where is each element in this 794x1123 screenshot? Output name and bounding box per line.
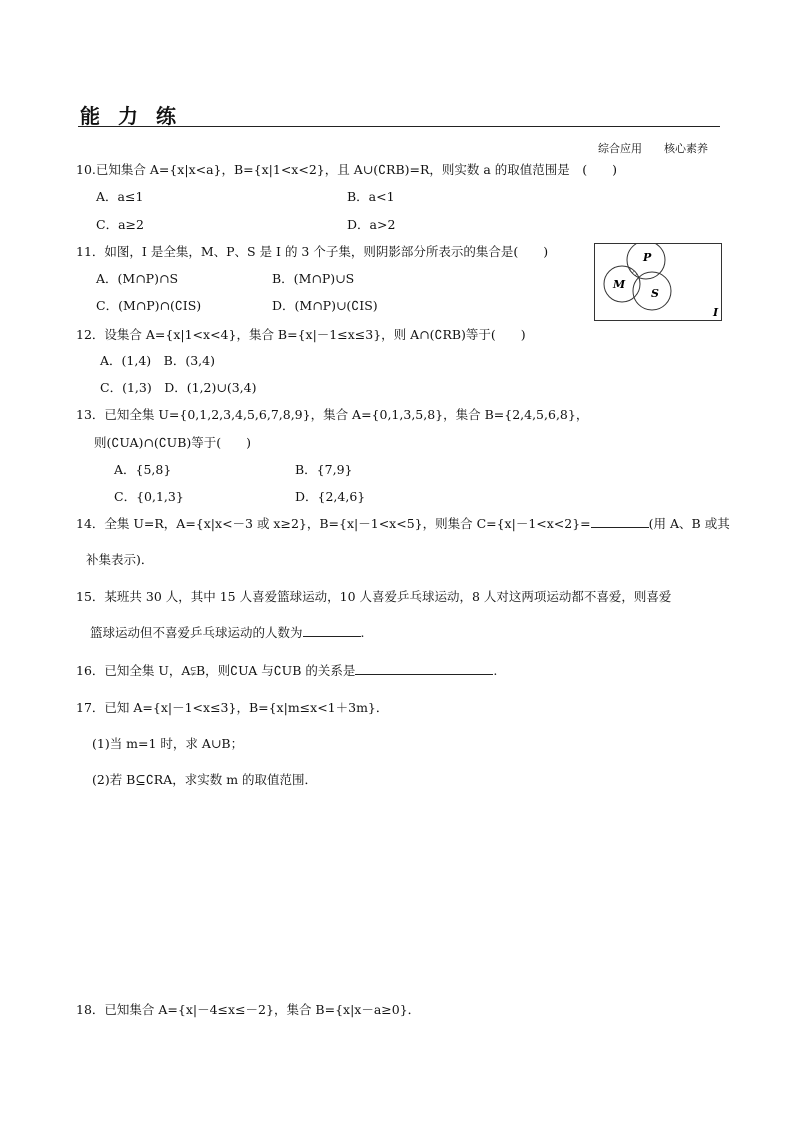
question-16	[76, 661, 497, 679]
question-12-stem: 12．设集合 A={x|1<x<4}，集合 B={x|－1≤x≤3}，则 A∩(∁RB)等于( )	[76, 327, 526, 342]
q10-option-b: B．a<1	[347, 189, 395, 204]
q10-option-d: D．a>2	[347, 217, 396, 232]
q13-option-d: D．{2,4,6}	[295, 489, 366, 504]
q14-answer-blank[interactable]	[591, 515, 649, 528]
question-13-stem: 13．已知全集 U={0,1,2,3,4,5,6,7,8,9}，集合 A={0,1,3,5,8}，集合 B={2,4,5,6,8}，	[76, 407, 589, 422]
q16-text-before: 16．已知全集 U，A⫋B，则∁UA 与∁UB 的关系是	[76, 663, 356, 678]
q15-answer-blank[interactable]	[303, 624, 361, 637]
question-13-stem-2: 则(∁UA)∩(∁UB)等于( )	[94, 435, 252, 450]
q15-text-after: .	[360, 625, 365, 640]
question-18-stem: 18．已知集合 A={x|－4≤x≤－2}，集合 B={x|x－a≥0}．	[76, 1002, 421, 1017]
label-i: I	[713, 306, 719, 319]
label-m: M	[613, 278, 626, 291]
question-17-part-1: (1)当 m=1 时，求 A∪B；	[92, 736, 244, 751]
question-17-part-2: (2)若 B⊆∁RA，求实数 m 的取值范围．	[92, 772, 318, 787]
title-rule	[78, 126, 720, 127]
question-14-line-2: 补集表示)．	[86, 552, 154, 567]
q10-option-c: C．a≥2	[96, 217, 144, 232]
question-17-stem: 17．已知 A={x|－1<x≤3}，B={x|m≤x<1＋3m}．	[76, 700, 389, 715]
q12-options-ab: A．(1,4) B．(3,4)	[100, 353, 215, 368]
q16-answer-blank[interactable]	[355, 662, 493, 675]
section-tags	[598, 140, 730, 156]
label-s: S	[651, 287, 659, 300]
question-15-line-2	[90, 623, 365, 641]
question-14-line-1	[76, 514, 730, 532]
q13-option-a: A．{5,8}	[114, 462, 172, 477]
q10-option-a: A．a≤1	[96, 189, 144, 204]
q12-options-cd: C．(1,3) D．(1,2)∪(3,4)	[100, 380, 257, 395]
label-p: P	[643, 251, 652, 264]
q11-option-d: D．(M∩P)∪(∁IS)	[272, 298, 378, 313]
q11-option-a: A．(M∩P)∩S	[96, 271, 179, 286]
q15-text-before: 篮球运动但不喜爱乒乓球运动的人数为	[90, 625, 303, 640]
tag-comprehensive: 综合应用	[598, 142, 642, 155]
section-title: 能力练	[80, 104, 194, 128]
q14-text-before: 14．全集 U=R，A={x|x<－3 或 x≥2}，B={x|－1<x<5}，则集合 C={x|－1<x<2}=	[76, 516, 591, 531]
venn-diagram	[594, 243, 722, 321]
q13-option-c: C．{0,1,3}	[114, 489, 184, 504]
q14-text-after: (用 A、B 或其	[648, 516, 730, 531]
q16-text-after: .	[493, 663, 498, 678]
tag-core-literacy: 核心素养	[664, 142, 708, 155]
q11-option-c: C．(M∩P)∩(∁IS)	[96, 298, 202, 313]
question-11-stem: 11．如图，I 是全集，M、P、S 是 I 的 3 个子集，则阴影部分所表示的集合是( )	[76, 244, 549, 259]
q11-option-b: B．(M∩P)∪S	[272, 271, 355, 286]
question-15-line-1: 15．某班共 30 人，其中 15 人喜爱篮球运动，10 人喜爱乒乓球运动，8 人对这两项运动都不喜爱，则喜爱	[76, 589, 672, 604]
q13-option-b: B．{7,9}	[295, 462, 353, 477]
question-10-stem: 10.已知集合 A={x|x<a}，B={x|1<x<2}，且 A∪(∁RB)=R，则实数 a 的取值范围是 ( )	[76, 162, 618, 177]
